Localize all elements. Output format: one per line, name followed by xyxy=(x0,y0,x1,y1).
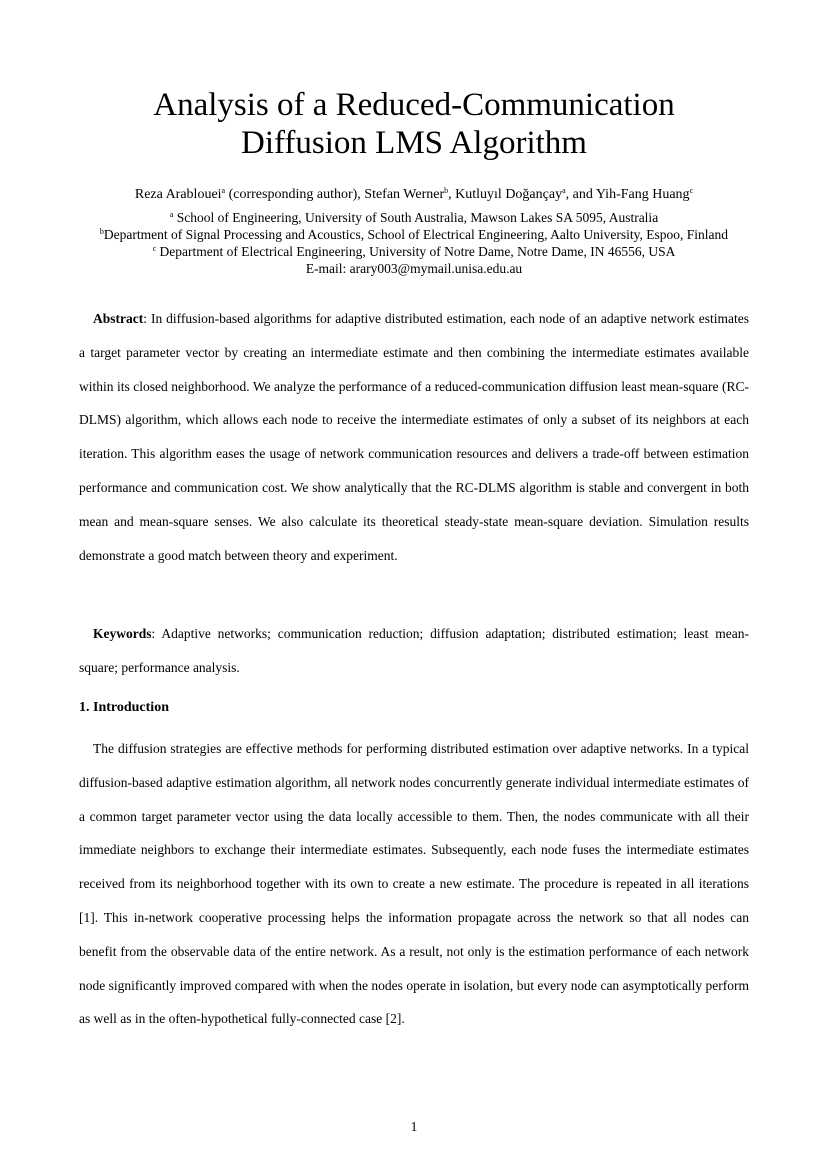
section-heading-introduction: 1. Introduction xyxy=(79,700,169,715)
affiliation-c xyxy=(0,243,828,260)
abstract-label: Abstract xyxy=(93,311,144,326)
affiliation-text: Department of Signal Processing and Acoustics, School of Electrical Engineering, Aalto University, Espoo, Finland xyxy=(103,227,729,242)
author-affiliation-marker: c xyxy=(689,186,694,195)
page-number: 1 xyxy=(410,1119,418,1134)
introduction-paragraph: The diffusion strategies are effective methods for performing distributed estimation over adaptive networks. In a typical diffusion-based adaptive estimation algorithm, all network nodes concurrently generate individual intermediate estimates of a common target parameter vector using the data locally accessible to them. Then, the nodes communicate with all their immediate neighbors to exchange their intermediate estimates. Subsequently, each node fuses the intermediate estimates received from its neighborhood together with its own to create a new estimate. The procedure is repeated in all iterations [1]. This in-network cooperative processing helps the information propagate across the network so that all nodes can benefit from the observable data of the entire network. As a result, not only is the estimation performance of each network node significantly improved compared with when the nodes operate in isolation, but every node can asymptotically perform as well as in the often-hypothetical fully-connected case [2]. xyxy=(79,741,749,1027)
paper-title-line-2: Diffusion LMS Algorithm xyxy=(241,125,587,161)
keywords-paragraph xyxy=(79,617,749,685)
affiliation-marker: c xyxy=(152,244,157,253)
paper-title xyxy=(0,86,828,162)
affiliation-text: Department of Electrical Engineering, University of Notre Dame, Notre Dame, IN 46556, USA xyxy=(156,244,676,259)
author-list xyxy=(0,186,828,204)
affiliation-a xyxy=(0,209,828,226)
author-affiliation-marker: b xyxy=(444,186,449,195)
affiliation-text: School of Engineering, University of South Australia, Mawson Lakes SA 5095, Australia xyxy=(173,210,659,225)
affiliation-list xyxy=(0,209,828,277)
affiliation-b xyxy=(0,226,828,243)
author-name: (corresponding author), Stefan Werner xyxy=(225,187,445,202)
abstract-paragraph xyxy=(79,302,749,572)
keywords-label: Keywords xyxy=(93,626,152,641)
affiliation-marker: a xyxy=(169,210,174,219)
author-name: Reza Arablouei xyxy=(134,187,222,202)
author-affiliation-marker: a xyxy=(221,186,226,195)
author-affiliation-marker: a xyxy=(562,186,566,195)
author-name: , Kutluyıl Doğançay xyxy=(448,187,563,202)
author-name: , and Yih-Fang Huang xyxy=(565,187,690,202)
contact-email: E-mail: arary003@mymail.unisa.edu.au xyxy=(305,261,523,276)
affiliation-marker: b xyxy=(99,227,104,236)
paper-title-line-1: Analysis of a Reduced-Communication xyxy=(153,87,675,123)
abstract-text: : In diffusion-based algorithms for adaptive distributed estimation, each node of an adaptive network estimates a target parameter vector by creating an intermediate estimate and then combining the intermediate estimates available within its closed neighborhood. We analyze the performance of a reduced-communication diffusion least mean-square (RC-DLMS) algorithm, which allows each node to receive the intermediate estimates of only a subset of its neighbors at each iteration. This algorithm eases the usage of network communication resources and delivers a trade-off between estimation performance and communication cost. We show analytically that the RC-DLMS algorithm is stable and convergent in both mean and mean-square senses. We also calculate its theoretical steady-state mean-square deviation. Simulation results demonstrate a good match between theory and experiment. xyxy=(79,311,749,563)
keywords-text: : Adaptive networks; communication reduction; diffusion adaptation; distributed estimation; least mean-square; performance analysis. xyxy=(79,626,749,675)
